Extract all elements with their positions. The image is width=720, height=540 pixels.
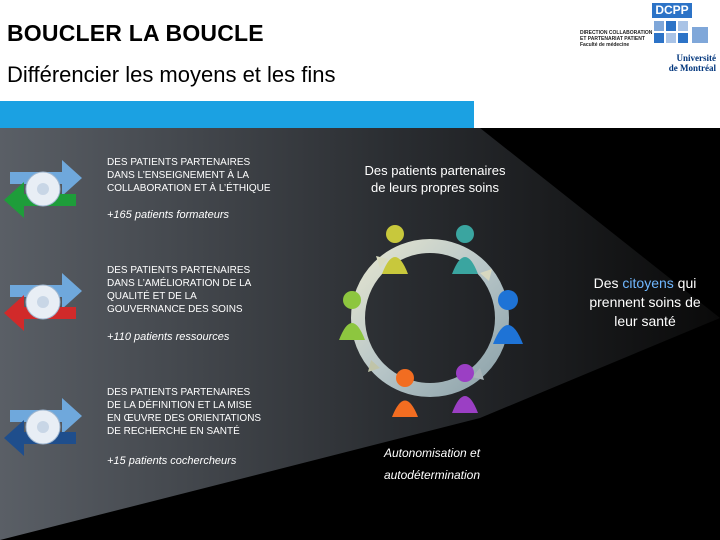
logo-org-line3: Faculté de médecine [580,42,630,48]
own-care-label [350,162,520,196]
section-research-line: DES PATIENTS PARTENAIRES [107,387,251,398]
section-research-line: DE RECHERCHE EN SANTÉ [107,426,240,437]
section-quality-line: DANS L’AMÉLIORATION DE LA [107,278,252,289]
own-care-label-line: Des patients partenaires [364,163,506,178]
citizens-label-line: Des citoyens qui [593,275,697,291]
section-quality-line: QUALITÉ ET DE LA [107,291,197,302]
section-teaching-line: COLLABORATION ET À L’ÉTHIQUE [107,183,271,194]
empowerment-label [360,442,504,486]
section-teaching-line: DES PATIENTS PARTENAIRES [107,157,251,168]
empowerment-label-line: Autonomisation et [383,446,481,460]
section-research-text [107,386,261,438]
research-cycle-icon [2,388,84,466]
logo-dcpp-badge: DCPP [652,3,692,18]
logo-org-line2: ET PARTENARIAT PATIENT [580,36,645,42]
slide-subtitle: Différencier les moyens et les fins [7,62,336,87]
quality-cycle-icon [2,263,84,341]
patient-cycle-diagram [330,218,530,418]
citizens-highlight: citoyens [622,275,674,291]
logo-puzzle-icon [652,19,716,51]
citizens-label [574,274,716,331]
logo-org-line1: DIRECTION COLLABORATION [580,30,653,36]
section-teaching-line: DANS L’ENSEIGNEMENT À LA [107,170,250,181]
collaboration-cycle-icon [2,150,84,228]
section-teaching-text [107,156,271,195]
empowerment-label-line: autodétermination [383,468,481,482]
logo-univ-line1: Université [676,53,716,63]
section-research-line: DE LA DÉFINITION ET LA MISE [107,400,252,411]
section-quality-line: GOUVERNANCE DES SOINS [107,304,243,315]
slide-header [0,0,720,128]
patients-trainers-count: +165 patients formateurs [107,209,229,221]
citizens-label-line: prennent soins de [589,294,701,310]
patients-coresearchers-count: +15 patients cochercheurs [107,455,237,467]
section-quality-text [107,264,251,316]
citizens-label-line: leur santé [614,313,676,329]
patients-resources-count: +110 patients ressources [107,331,230,343]
title-accent-band [0,101,474,128]
logo-university [648,53,716,73]
section-research-line: EN ŒUVRE DES ORIENTATIONS [107,413,262,424]
logo-univ-line2: de Montréal [668,63,716,73]
own-care-label-line: de leurs propres soins [371,180,499,195]
slide-title: BOUCLER LA BOUCLE [7,20,264,46]
section-quality-line: DES PATIENTS PARTENAIRES [107,265,251,276]
